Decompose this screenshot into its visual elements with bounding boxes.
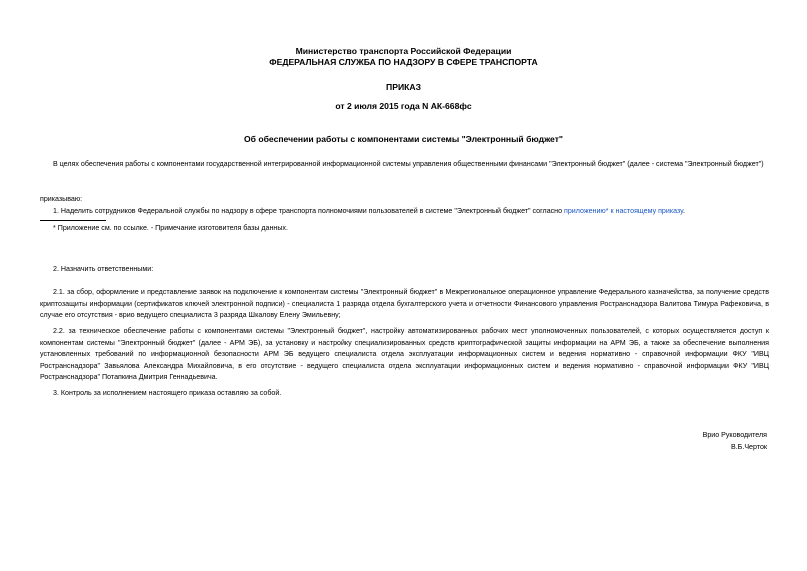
item-3-block (40, 388, 769, 400)
appendix-link[interactable]: приложению* к настоящему приказу (564, 206, 683, 215)
footnote-block (40, 223, 769, 235)
order-date-number: от 2 июля 2015 года N АК-668фс (335, 101, 472, 111)
item-2-1-block (40, 287, 769, 322)
signatory-name: В.Б.Черток (730, 442, 767, 451)
item-2-paragraph: 2. Назначить ответственными: (53, 265, 154, 273)
service-name: ФЕДЕРАЛЬНАЯ СЛУЖБА ПО НАДЗОРУ В СФЕРЕ ТРАНСПОРТА (269, 57, 538, 67)
item-1-text: 1. Наделить сотрудников Федеральной службы по надзору в сфере транспорта полномочиями пользователей в системе "Электронный бюджет" согласно (53, 206, 565, 215)
order-word: приказываю: (40, 195, 83, 203)
item-3-paragraph: 3. Контроль за исполнением настоящего приказа оставляю за собой. (53, 389, 282, 397)
footnote-divider (40, 220, 106, 221)
order-subject: Об обеспечении работы с компонентами системы "Электронный бюджет" (243, 134, 564, 144)
item-2-1-paragraph: 2.1. за сбор, оформление и представление заявок на подключение к компонентам системы "Электронный бюджет" в Межрегиональное операционное управление Федерального казначейства, за получение средств криптозащиты информации (сертификатов ключей электронной подписи) - специалиста 1 разряда отдела бухгалтерского учета и отчетности Финансового управления Ространснадзора Валитова Тимура Рафековича, в случае его отсутствия - врио ведущего специалиста 3 разряда Шкалову Елену Эмильевну; (40, 288, 769, 320)
item-2-block (40, 264, 769, 276)
signature-block (703, 430, 767, 453)
item-1-paragraph (40, 206, 769, 218)
ministry-name: Министерство транспорта Российской Федерации (295, 46, 512, 56)
order-preamble-block (40, 159, 769, 171)
item-2-2-paragraph: 2.2. за техническое обеспечение работы с компонентами системы "Электронный бюджет", настройку автоматизированных рабочих мест уполномоченных пользователей, с которых осуществляется доступ к компонентам системы "Электронный бюджет" (далее - АРМ ЭБ), за установку и настройку специализированных средств криптографической защиты информации на АРМ ЭБ, а также за обеспечение выполнения установленных требований по информационной безопасности АРМ ЭБ ведущего специалиста отдела эксплуатации информационных систем и ведения нормативно - справочной информации ФКУ "ИВЦ Ространснадзора" Завьялова Александра Михайловича, в его отсутствие - ведущего специалиста отдела эксплуатации информационных систем и ведения нормативно - справочной информации ФКУ "ИВЦ Ространснадзора" Потапкина Дмитрия Геннадьевича. (40, 327, 769, 382)
item-1-end: . (682, 206, 685, 215)
preamble-paragraph: В целях обеспечения работы с компонентами государственной интегрированной информационной системы управления общественными финансами "Электронный бюджет" (далее - система "Электронный бюджет") (53, 160, 764, 168)
order-type: ПРИКАЗ (386, 82, 421, 92)
signatory-position: Врио Руководителя (702, 431, 767, 439)
footnote-text: * Приложение см. по ссылке. - Примечание изготовителя базы данных. (53, 224, 288, 232)
item-2-2-block (40, 326, 769, 384)
order-directive-block (40, 194, 769, 217)
document-header (0, 46, 807, 68)
